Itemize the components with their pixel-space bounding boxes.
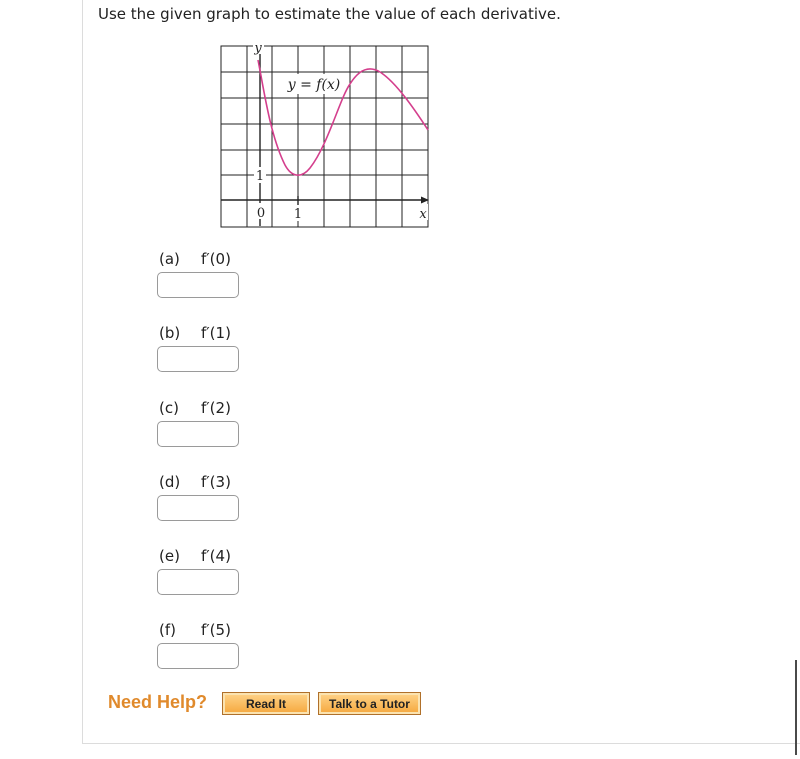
answer-input-e[interactable] [157, 569, 239, 595]
need-help-label: Need Help? [108, 692, 208, 712]
part-label: (d) [159, 473, 181, 491]
part-b [159, 324, 231, 342]
part-e [159, 547, 231, 565]
answer-input-f[interactable] [157, 643, 239, 669]
graph-axes [221, 46, 425, 226]
part-expression: f′(2) [201, 399, 231, 417]
part-expression: f′(0) [201, 250, 231, 268]
part-label: (c) [159, 399, 179, 417]
part-c [159, 399, 231, 417]
part-label: (e) [159, 547, 180, 565]
talk-to-tutor-button[interactable]: Talk to a Tutor [318, 692, 421, 715]
part-label: (a) [159, 250, 180, 268]
y-axis-label: y [254, 41, 262, 56]
x-tick-label: 1 [293, 207, 303, 222]
question-instructions: Use the given graph to estimate the value of each derivative. [98, 5, 561, 23]
part-a [159, 250, 231, 268]
part-expression: f′(1) [201, 324, 231, 342]
part-label: (f) [159, 621, 176, 639]
content-left-border [82, 0, 83, 744]
part-expression: f′(3) [201, 473, 231, 491]
part-label: (b) [159, 324, 181, 342]
answer-input-a[interactable] [157, 272, 239, 298]
part-d [159, 473, 231, 491]
part-expression: f′(5) [201, 621, 231, 639]
function-graph [210, 40, 435, 236]
x-axis-label: x [419, 207, 427, 222]
curve-label: y = f(x) [287, 77, 341, 93]
answer-input-b[interactable] [157, 346, 239, 372]
part-expression: f′(4) [201, 547, 231, 565]
origin-label: 0 [256, 206, 266, 221]
y-tick-label: 1 [255, 169, 265, 184]
answer-input-c[interactable] [157, 421, 239, 447]
scrollbar[interactable] [795, 660, 797, 755]
content-bottom-border [82, 743, 800, 744]
read-it-button[interactable]: Read It [222, 692, 310, 715]
answer-input-d[interactable] [157, 495, 239, 521]
part-f [159, 621, 231, 639]
